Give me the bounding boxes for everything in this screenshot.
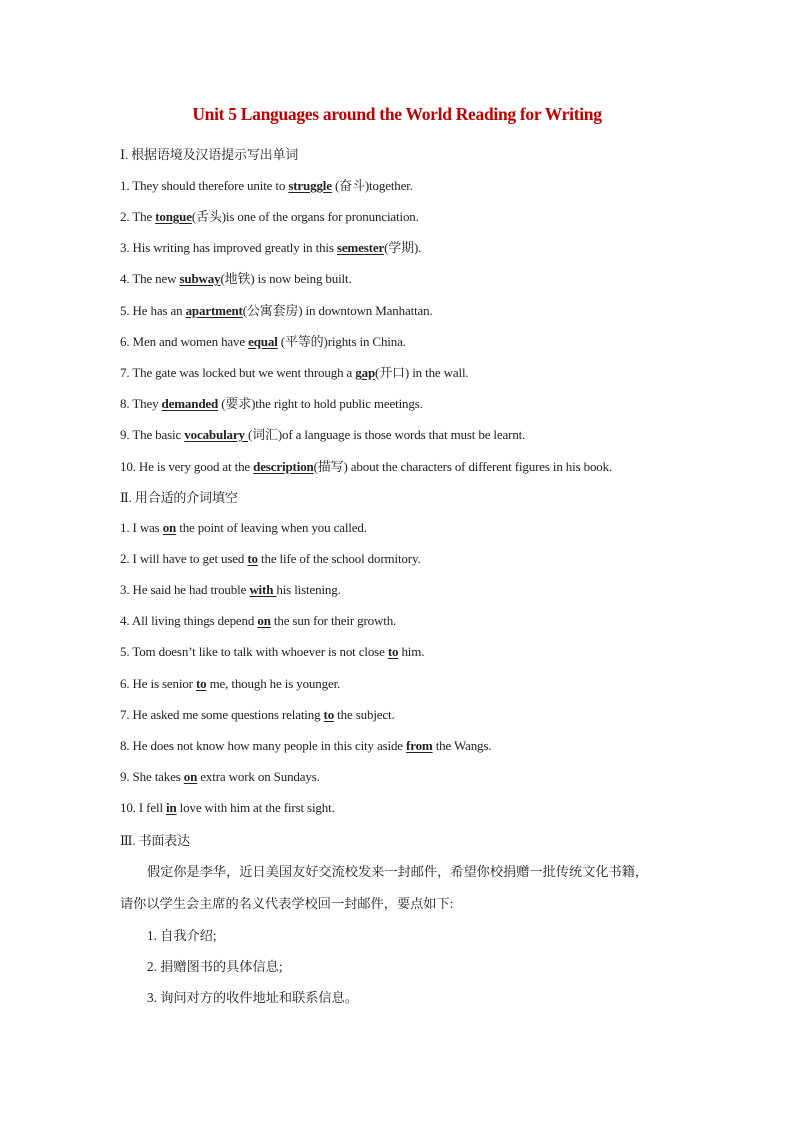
item-text: (平等的)rights in China. — [277, 334, 406, 349]
item-text: extra work on Sundays. — [197, 769, 320, 784]
answer-blank: tongue — [155, 209, 192, 224]
answer-blank: description — [253, 459, 314, 474]
answer-blank: apartment — [185, 303, 243, 318]
s1-item-2 — [120, 209, 419, 225]
s2-item-7 — [120, 707, 395, 723]
section-1-heading: Ⅰ. 根据语境及汉语提示写出单词 — [120, 147, 299, 162]
item-text: me, though he is younger. — [206, 676, 341, 691]
writing-point-3: 3. 询问对方的收件地址和联系信息。 — [147, 990, 358, 1005]
item-text: (舌头)is one of the organs for pronunciation. — [191, 209, 419, 224]
item-text: 6. Men and women have — [120, 334, 249, 349]
item-text: (开口) in the wall. — [375, 365, 469, 380]
item-text: the sun for their growth. — [270, 613, 397, 628]
s2-item-5 — [120, 644, 424, 660]
answer-blank: on — [162, 520, 177, 535]
s2-item-3 — [120, 582, 341, 598]
item-text: 7. He asked me some questions relating — [120, 707, 324, 722]
item-text: 9. She takes — [120, 769, 184, 784]
item-text: (词汇)of a language is those words that must be learnt. — [247, 427, 526, 442]
answer-blank: from — [406, 738, 433, 753]
answer-blank: vocabulary — [184, 427, 248, 442]
item-text: 8. They — [120, 396, 162, 411]
item-text: (学期). — [384, 240, 422, 255]
s2-item-6 — [120, 676, 340, 692]
item-text: 7. The gate was locked but we went through a — [120, 365, 356, 380]
item-text: the Wangs. — [432, 738, 492, 753]
s2-item-4 — [120, 613, 396, 629]
item-text: 2. The — [120, 209, 156, 224]
s1-item-4 — [120, 271, 352, 287]
answer-blank: gap — [355, 365, 376, 380]
item-text: (奋斗)together. — [331, 178, 413, 193]
item-text: 3. He said he had trouble — [120, 582, 250, 597]
item-text: the subject. — [334, 707, 395, 722]
answer-blank: to — [387, 644, 399, 659]
item-text: love with him at the first sight. — [176, 800, 335, 815]
item-text: him. — [398, 644, 425, 659]
answer-blank: with — [249, 582, 277, 597]
answer-blank: to — [323, 707, 335, 722]
answer-blank: to — [195, 676, 207, 691]
item-text: 9. The basic — [120, 427, 185, 442]
s2-item-1 — [120, 520, 367, 536]
item-text: the life of the school dormitory. — [257, 551, 421, 566]
section-3-heading: Ⅲ. 书面表达 — [120, 833, 190, 848]
item-text: 3. His writing has improved greatly in this — [120, 240, 337, 255]
s2-item-10 — [120, 800, 335, 816]
s1-item-9 — [120, 427, 525, 443]
item-text: 1. They should therefore unite to — [120, 178, 289, 193]
item-text: (要求)the right to hold public meetings. — [218, 396, 423, 411]
item-text: 8. He does not know how many people in this city aside — [120, 738, 407, 753]
item-text: 1. I was — [120, 520, 163, 535]
item-text: (描写) about the characters of different figures in his book. — [313, 459, 613, 474]
item-text: his listening. — [276, 582, 341, 597]
s1-item-10 — [120, 459, 612, 475]
item-text: 10. I fell — [120, 800, 167, 815]
answer-blank: on — [257, 613, 271, 628]
s2-item-9 — [120, 769, 320, 785]
s1-item-6 — [120, 334, 406, 350]
section-2-heading: Ⅱ. 用合适的介词填空 — [120, 490, 238, 505]
answer-blank: struggle — [288, 178, 332, 193]
s1-item-5 — [120, 303, 433, 319]
answer-blank: subway — [179, 271, 221, 286]
writing-point-1: 1. 自我介绍; — [147, 928, 217, 943]
item-text: 10. He is very good at the — [120, 459, 254, 474]
answer-blank: to — [247, 551, 258, 566]
answer-blank: on — [183, 769, 198, 784]
item-text: (公寓套房) in downtown Manhattan. — [242, 303, 433, 318]
answer-blank: semester — [336, 240, 385, 255]
writing-task-paragraph-1: 假定你是李华，近日美国友好交流校发来一封邮件，希望你校捐赠一批传统文化书籍， — [147, 864, 649, 879]
item-text: 5. Tom doesn’t like to talk with whoever is not close — [120, 644, 388, 659]
s1-item-7 — [120, 365, 469, 381]
item-text: 6. He is senior — [120, 676, 196, 691]
writing-task-paragraph-2: 请你以学生会主席的名义代表学校回一封邮件，要点如下: — [120, 896, 454, 911]
answer-blank: equal — [248, 334, 278, 349]
s1-item-1 — [120, 178, 413, 194]
item-text: the point of leaving when you called. — [176, 520, 367, 535]
item-text: 4. The new — [120, 271, 180, 286]
s2-item-2 — [120, 551, 421, 567]
item-text: 4. All living things depend — [120, 613, 258, 628]
writing-point-2: 2. 捐赠图书的具体信息; — [147, 959, 283, 974]
answer-blank: demanded — [161, 396, 219, 411]
answer-blank: in — [166, 800, 177, 815]
document-title: Unit 5 Languages around the World Reading for Writing — [192, 104, 602, 124]
item-text: 5. He has an — [120, 303, 186, 318]
s1-item-8 — [120, 396, 423, 412]
item-text: 2. I will have to get used — [120, 551, 248, 566]
s2-item-8 — [120, 738, 491, 754]
item-text: (地铁) is now being built. — [220, 271, 352, 286]
s1-item-3 — [120, 240, 421, 256]
